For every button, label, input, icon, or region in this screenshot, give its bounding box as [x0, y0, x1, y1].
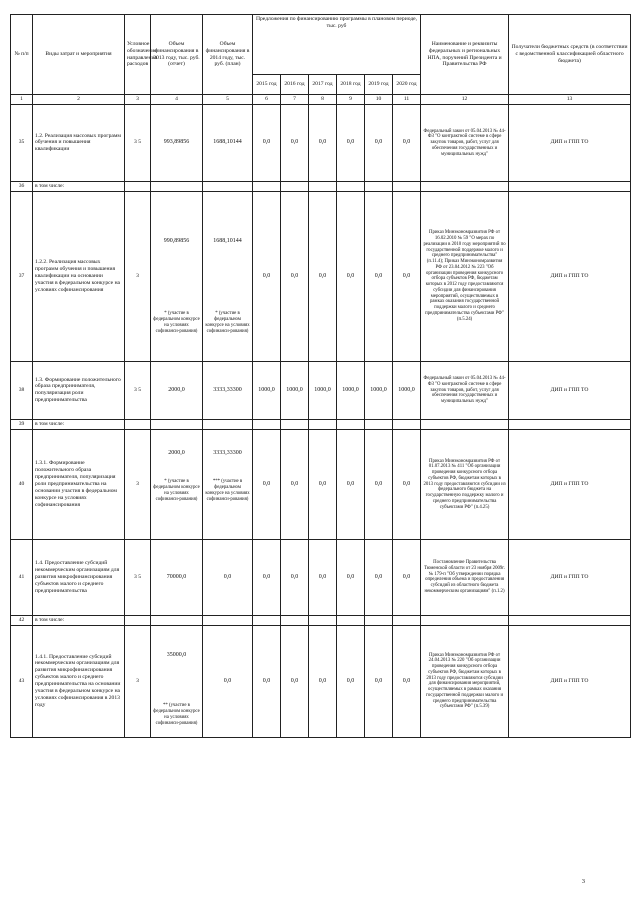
header-row: [11, 15, 631, 75]
header-vol-2013: Объем финансирования в 2013 году, тыс. руб. (отчет): [151, 15, 203, 95]
row-year-value: 0,0: [309, 429, 337, 539]
row-v2014: 0,0: [203, 539, 253, 615]
row-npa: Постановление Правительства Тюменской области от 23 ноября 2009г. № 179-п "Об утверждении порядка определения объема и предоставления субсидий из областного бюджета некоммерческим организациям" (п.1.2): [421, 539, 509, 615]
table-row: [11, 191, 631, 361]
row-number: 42: [11, 615, 33, 625]
row-cond: 3 5: [125, 361, 151, 419]
row-year-value: 0,0: [393, 429, 421, 539]
header-proposals: Предложения по финансированию программы в плановом периоде, тыс. руб: [253, 15, 421, 75]
row-year-value: 0,0: [309, 625, 337, 737]
row-cond: 3: [125, 625, 151, 737]
col-number: 2: [33, 95, 125, 105]
col-number: 6: [253, 95, 281, 105]
row-year-value: 0,0: [393, 625, 421, 737]
row-v2014-note: *** (участие в федеральном конкурсе на условиях софинанси-рования): [205, 479, 250, 502]
row-recipient: ДИП и ГПП ТО: [509, 104, 631, 181]
header-year: 2020 год: [393, 75, 421, 95]
row-npa: Приказ Минэкономразвития РФ от 24.04.2013 № 220 "Об организации проведения конкурсного отбора субъектов РФ, бюджетам которых в 2013 году предоставляются субсидии для финансирования мероприятий, осуществляемых в рамках оказания государственной поддержки малого и среднего предпринимательства субъектами РФ" (п.5.39): [421, 625, 509, 737]
row-npa: Приказ Минэкономразвития РФ от 16.02.2010 № 59 "О мерах по реализации в 2010 году мероприятий по государственной поддержке малого и среднего предпринимательства" (п.11.4); Приказ Минэкономразвития РФ от 23.04.2012 № 223 "Об организации проведения конкурсного отбора субъектов РФ, бюджетам которых в 2012 году предоставляются субсидии для финансирования мероприятий, осуществляемых в рамках оказания государственной поддержки малого и среднего предпринимательства субъектами РФ" (п.5.24): [421, 191, 509, 361]
row-year-value: 0,0: [309, 191, 337, 361]
row-cond: 3: [125, 191, 151, 361]
row-v2013: 993,89856: [151, 104, 203, 181]
header-year: 2016 год: [281, 75, 309, 95]
row-year-value: 0,0: [365, 539, 393, 615]
header-kind: Виды затрат и мероприятия: [33, 15, 125, 95]
row-year-value: 0,0: [365, 104, 393, 181]
row-recipient: ДИП и ГПП ТО: [509, 429, 631, 539]
row-kind: 1.2. Реализация массовых программ обучения и повышения квалификации: [33, 104, 125, 181]
row-v2013: 70000,0: [151, 539, 203, 615]
row-v2014-cell: [203, 191, 253, 361]
col-number: 11: [393, 95, 421, 105]
col-number: 13: [509, 95, 631, 105]
row-npa: Федеральный закон от 05.04.2013 № 44-ФЗ "О контрактной системе в сфере закупок товаров, работ, услуг для обеспечения государственных и муниципальных нужд": [421, 104, 509, 181]
table-row: [11, 625, 631, 737]
row-kind: в том числе:: [33, 181, 125, 191]
budget-table-sheet: [10, 14, 630, 738]
row-year-value: 0,0: [365, 625, 393, 737]
row-year-value: 0,0: [337, 539, 365, 615]
row-kind: в том числе:: [33, 615, 125, 625]
row-number: 43: [11, 625, 33, 737]
row-year-value: 0,0: [309, 539, 337, 615]
row-year-value: 0,0: [253, 625, 281, 737]
header-year: 2017 год: [309, 75, 337, 95]
row-year-value: 1000,0: [281, 361, 309, 419]
row-year-value: 1000,0: [365, 361, 393, 419]
row-kind: 1.4.1. Предоставление субсидий некоммерческим организациям для развития микрофинансирования субъектов малого и среднего предпринимательства на основании участия в федеральном конкурсе на условиях софинансирования в 2013 году: [33, 625, 125, 737]
row-cond: 3 5: [125, 539, 151, 615]
budget-table: [10, 14, 631, 738]
row-number: 39: [11, 419, 33, 429]
col-number: 7: [281, 95, 309, 105]
col-number: 8: [309, 95, 337, 105]
row-number: 36: [11, 181, 33, 191]
col-number: 10: [365, 95, 393, 105]
header-year: 2015 год: [253, 75, 281, 95]
table-row: [11, 539, 631, 615]
row-v2013-note: * (участие в федеральном конкурсе на условиях софинанси-рования): [153, 311, 200, 334]
row-v2013-cell: [151, 429, 203, 539]
header-conditional: Условное обозначение направления расходов: [125, 15, 151, 95]
header-vol-2014: Объем финансирования в 2014 году, тыс. руб. (план): [203, 15, 253, 95]
row-kind: 1.4. Предоставление субсидий некоммерческим организациям для развития микрофинансирования субъектов малого и среднего предпринимательства: [33, 539, 125, 615]
row-year-value: 0,0: [281, 104, 309, 181]
table-row: [11, 615, 631, 625]
row-recipient: ДИП и ГПП ТО: [509, 625, 631, 737]
row-year-value: 0,0: [393, 104, 421, 181]
header-year: 2018 год: [337, 75, 365, 95]
column-number-row: [11, 95, 631, 105]
col-number: 5: [203, 95, 253, 105]
row-v2014: 0,0: [203, 625, 253, 737]
row-cond: 3: [125, 429, 151, 539]
row-number: 35: [11, 104, 33, 181]
row-year-value: 0,0: [281, 429, 309, 539]
header-no: № п/п: [11, 15, 33, 95]
row-year-value: 0,0: [253, 191, 281, 361]
row-number: 37: [11, 191, 33, 361]
table-row: [11, 104, 631, 181]
col-number: 12: [421, 95, 509, 105]
row-v2014: 1688,10144: [213, 237, 242, 244]
row-year-value: 0,0: [281, 625, 309, 737]
row-number: 40: [11, 429, 33, 539]
row-v2013-note: ** (участие в федеральном конкурсе на условиях софинанси-рования): [153, 703, 200, 726]
col-number: 4: [151, 95, 203, 105]
col-number: 1: [11, 95, 33, 105]
row-npa: Приказ Минэкономразвития РФ от 01.07.2013 № 411 "Об организации проведения конкурсного отбора субъектов РФ, бюджетам которых в 2013 году предоставляются субсидии из федерального бюджета на государственную поддержку малого и среднего предпринимательства субъектами РФ" (п.4.25): [421, 429, 509, 539]
row-year-value: 0,0: [393, 191, 421, 361]
row-kind: 1.3.1. Формирование положительного образа предпринимателя, популяризация роли предпринимательства на основании участия в федеральном конкурсе на условиях софинансирования: [33, 429, 125, 539]
row-year-value: 0,0: [337, 191, 365, 361]
row-year-value: 0,0: [281, 191, 309, 361]
row-v2013: 2000,0: [168, 449, 185, 456]
row-kind: в том числе:: [33, 419, 125, 429]
row-kind: 1.3. Формирование положительного образа предпринимателя, популяризация роли предпринимательства: [33, 361, 125, 419]
row-v2014: 3333,33300: [213, 449, 242, 456]
col-number: 3: [125, 95, 151, 105]
row-year-value: 0,0: [337, 104, 365, 181]
row-year-value: 0,0: [253, 104, 281, 181]
row-number: 38: [11, 361, 33, 419]
row-v2014: 3333,33300: [203, 361, 253, 419]
row-v2013-cell: [151, 191, 203, 361]
row-kind: 1.2.2. Реализация массовых программ обучения и повышения квалификации на основании участия в федеральном конкурсе на условиях софинансирования: [33, 191, 125, 361]
row-v2013-note: * (участие в федеральном конкурсе на условиях софинанси-рования): [153, 479, 200, 502]
header-year: 2019 год: [365, 75, 393, 95]
row-v2013: 35000,0: [166, 651, 187, 658]
col-number: 9: [337, 95, 365, 105]
row-npa: Федеральный закон от 05.04.2013 № 44-ФЗ "О контрактной системе в сфере закупок товаров, работ, услуг для обеспечения государственных и муниципальных нужд": [421, 361, 509, 419]
row-recipient: ДИП и ГПП ТО: [509, 191, 631, 361]
header-recipient: Получатели бюджетных средств (в соответствии с ведомственной классификацией областного бюджета): [509, 15, 631, 95]
row-number: 41: [11, 539, 33, 615]
row-year-value: 1000,0: [253, 361, 281, 419]
row-cond: 3 5: [125, 104, 151, 181]
header-npa: Наименование и реквизиты федеральных и региональных НПА, поручений Президента и Правительства РФ: [421, 15, 509, 95]
row-year-value: 0,0: [365, 191, 393, 361]
row-v2013: 990,89856: [163, 237, 190, 244]
table-row: [11, 419, 631, 429]
table-row: [11, 429, 631, 539]
row-year-value: 0,0: [393, 539, 421, 615]
row-year-value: 1000,0: [337, 361, 365, 419]
row-year-value: 0,0: [337, 625, 365, 737]
row-year-value: 0,0: [253, 539, 281, 615]
row-year-value: 1000,0: [393, 361, 421, 419]
row-year-value: 0,0: [253, 429, 281, 539]
row-recipient: ДИП и ГПП ТО: [509, 539, 631, 615]
table-row: [11, 361, 631, 419]
row-v2013: 2000,0: [151, 361, 203, 419]
row-v2014-note: * (участие в федеральном конкурсе на условиях софинанси-рования): [205, 311, 250, 334]
row-year-value: 0,0: [309, 104, 337, 181]
row-year-value: 0,0: [365, 429, 393, 539]
row-year-value: 0,0: [281, 539, 309, 615]
table-row: [11, 181, 631, 191]
row-recipient: ДИП и ГПП ТО: [509, 361, 631, 419]
page-number: 3: [581, 878, 585, 885]
row-year-value: 0,0: [337, 429, 365, 539]
row-v2013-cell: [151, 625, 203, 737]
row-v2014: 1688,10144: [203, 104, 253, 181]
row-v2014-cell: [203, 429, 253, 539]
row-year-value: 1000,0: [309, 361, 337, 419]
